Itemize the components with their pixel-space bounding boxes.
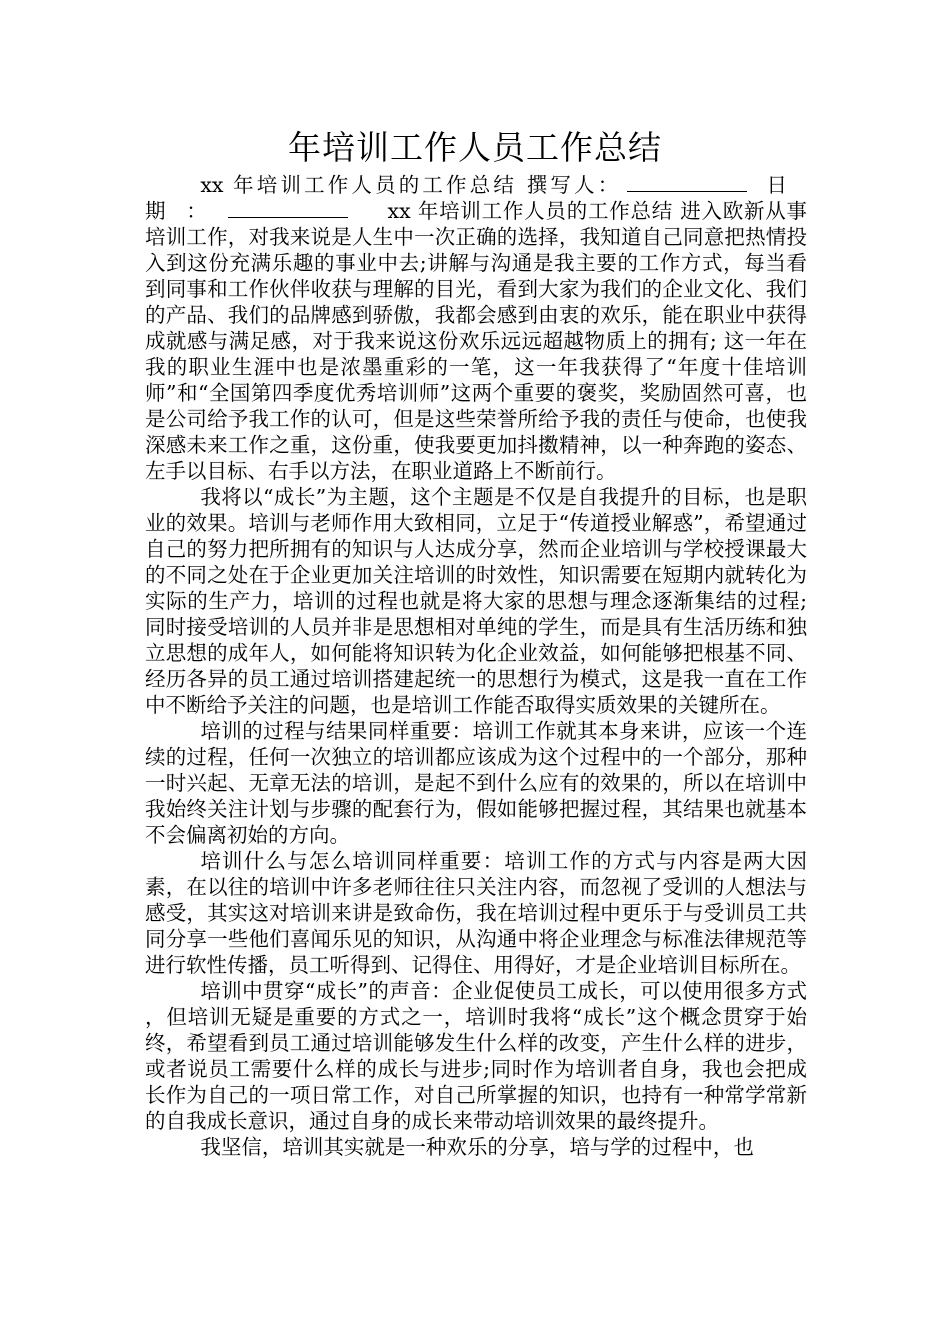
author-label: 撰写人： [526, 173, 622, 197]
body-paragraph: 培训的过程与结果同样重要：培训工作就其本身来讲，应该一个连续的过程，任何一次独立的培训都应该成为这个过程中的一个部分，那种一时兴起、无章无法的培训，是起不到什么应有的效果的，所以在培训中我始终关注计划与步骤的配套行为，假如能够把握过程，其结果也就基本不会偏离初始的方向。 [145, 719, 807, 847]
date-blank-field [228, 199, 348, 218]
author-blank-field [627, 173, 747, 192]
date-label: 日 期： [145, 173, 808, 223]
intro-paragraph: xx 年培训工作人员的工作总结 进入欧新从事培训工作，对我来说是人生中一次正确的选择，我知道自己同意把热情投入到这份充满乐趣的事业中去;讲解与沟通是我主要的工作方式，每当看到同事和工作伙伴收获与理解的目光，看到大家为我们的企业文化、我们的产品、我们的品牌感到骄傲，我都会感到由衷的欢乐，能在职业中获得成就感与满足感，对于我来说这份欢乐远远超越物质上的拥有; 这一年在我的职业生涯中也是浓墨重彩的一笔，这一年我获得了“年度十佳培训师”和“全国第四季度优秀培训师”这两个重要的褒奖，奖励固然可喜，也是公司给予我工作的认可，但是这些荣誉所给予我的责任与使命，也使我深感未来工作之重，这份重，使我要更加抖擞精神，以一种奔跑的姿态、左手以目标、右手以方法，在职业道路上不断前行。 [145, 199, 808, 483]
document-title: 年培训工作人员工作总结 [288, 128, 662, 167]
body-paragraph: 我将以“成长”为主题，这个主题是不仅是自我提升的目标，也是职业的效果。培训与老师作用大致相同，立足于“传道授业解惑”，希望通过自己的努力把所拥有的知识与人达成分享，然而企业培训与学校授课最大的不同之处在于企业更加关注培训的时效性，知识需要在短期内就转化为实际的生产力，培训的过程也就是将大家的思想与理念逐渐集结的过程;同时接受培训的人员并非是思想相对单纯的学生，而是具有生活历练和独立思想的成年人，如何能将知识转为化企业效益，如何能够把根基不同、经历各异的员工通过培训搭建起统一的思想行为模式，这是我一直在工作中不断给予关注的问题，也是培训工作能否取得实质效果的关键所在。 [145, 485, 807, 717]
body-paragraph: 培训中贯穿“成长”的声音：企业促使员工成长，可以使用很多方式 ，但培训无疑是重要的方式之一，培训时我将“成长”这个概念贯穿于始终，希望看到员工通过培训能够发生什么样的改变，产生什么样的进步，或者说员工需要什么样的成长与进步;同时作为培训者自身，我也会把成长作为自己的一项日常工作，对自己所掌握的知识，也持有一种常学常新的自我成长意识，通过自身的成长来带动培训效果的最终提升。 [145, 979, 807, 1133]
document-body [145, 172, 807, 1160]
document-subject: xx 年培训工作人员的工作总结 [200, 173, 518, 197]
body-paragraph: 我坚信，培训其实就是一种欢乐的分享，培与学的过程中，也 [200, 1135, 754, 1159]
body-paragraph: 培训什么与怎么培训同样重要：培训工作的方式与内容是两大因素，在以往的培训中许多老师往往只关注内容，而忽视了受训的人想法与感受，其实这对培训来讲是致命伤，我在培训过程中更乐于与受训员工共同分享一些他们喜闻乐见的知识，从沟通中将企业理念与标准法律规范等进行软性传播，员工听得到、记得住、用得好，才是企业培训目标所在。 [145, 849, 807, 977]
document-meta-line [145, 172, 807, 484]
